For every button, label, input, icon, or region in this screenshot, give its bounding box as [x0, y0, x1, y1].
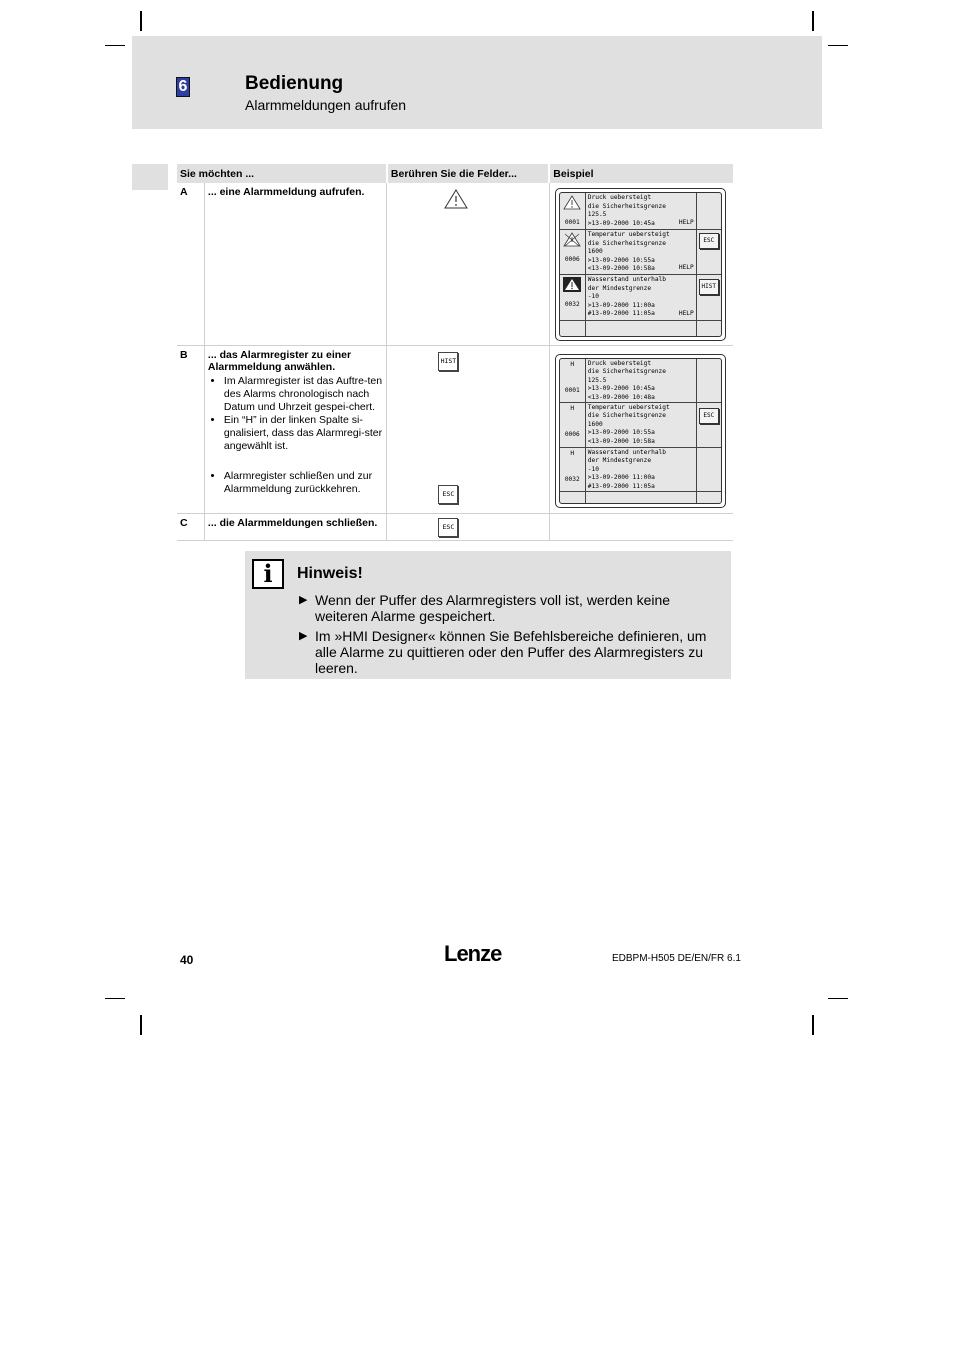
- alarm-right-column: [696, 230, 721, 274]
- alarm-left-column: [560, 359, 586, 402]
- alarm-text: [588, 360, 695, 403]
- header-cell-touch: Berühren Sie die Felder...: [387, 164, 549, 183]
- crop-mark: [812, 1015, 814, 1035]
- crop-mark: [828, 45, 848, 46]
- crop-mark: [105, 998, 125, 999]
- crop-mark: [140, 11, 142, 31]
- page-subtitle: Alarmmeldungen aufrufen: [245, 97, 407, 113]
- page-number: 40: [180, 953, 194, 967]
- bullet-list: [208, 375, 383, 496]
- warning-triangle-icon: [563, 195, 581, 210]
- alarm-row: [560, 448, 721, 492]
- row-letter: B: [177, 345, 204, 513]
- crop-mark: [140, 1015, 142, 1035]
- alarm-row: [560, 230, 721, 275]
- arrow-right-icon: ▶: [299, 630, 308, 642]
- chapter-number: 6: [176, 77, 190, 97]
- alarm-left-column: [560, 193, 586, 229]
- help-label: HELP: [678, 264, 694, 272]
- page-title: Bedienung: [245, 73, 344, 94]
- alarm-line: <13-09-2000 10:58a: [587, 437, 655, 445]
- esc-key[interactable]: ESC: [699, 233, 719, 249]
- alarm-line: die Sicherheitsgrenze: [587, 239, 666, 247]
- bullet-item: • Alarmregister schließen und zur Alarmmeldung zurückkehren.: [224, 470, 383, 496]
- crop-mark: [812, 11, 814, 31]
- alarm-line: >13-09-2000 10:45a: [587, 385, 655, 393]
- alarm-line: der Mindestgrenze: [587, 457, 652, 465]
- brand-logo: Lenze: [444, 941, 502, 966]
- bullet-item: • Im Alarmregister ist das Auftre-ten des Alarms chronologisch nach Datum und Uhrzeit gespei-chert.: [224, 375, 383, 414]
- alarm-code: 0006: [564, 256, 580, 263]
- alarm-text: [588, 449, 695, 492]
- touch-cell: [387, 513, 549, 540]
- arrow-right-icon: ▶: [299, 594, 308, 606]
- alarm-line: >13-09-2000 11:00a: [587, 301, 655, 309]
- document-reference: EDBPM-H505 DE/EN/FR 6.1: [612, 953, 741, 964]
- alarm-line: die Sicherheitsgrenze: [587, 202, 666, 210]
- alarm-line: 1600: [587, 420, 603, 428]
- help-label: HELP: [678, 219, 694, 227]
- hist-key[interactable]: HIST: [699, 279, 719, 295]
- alarm-right-column: [696, 193, 721, 229]
- note-item-text: Wenn der Puffer des Alarmregisters voll ist, werden keine weiteren Alarme gespeichert.: [315, 592, 671, 624]
- table-row-b: [177, 345, 733, 513]
- alarm-right-column: [696, 359, 721, 402]
- alarm-right-column: [696, 492, 721, 503]
- alarm-line: #13-09-2000 11:05a: [587, 310, 655, 318]
- instruction-table: [177, 164, 733, 541]
- row-description: [204, 513, 386, 540]
- alarm-screen-b: [555, 354, 726, 508]
- alarm-line: >13-09-2000 10:55a: [587, 256, 655, 264]
- example-cell: [549, 183, 733, 345]
- alarm-line: die Sicherheitsgrenze: [587, 368, 666, 376]
- alarm-row: [560, 193, 721, 230]
- header-cell-example: Beispiel: [549, 164, 733, 183]
- header-band: [132, 36, 822, 129]
- alarm-line: -10: [587, 293, 599, 301]
- esc-key[interactable]: ESC: [438, 518, 458, 537]
- side-tab: [132, 164, 168, 190]
- alarm-screen-a: [555, 188, 726, 341]
- alarm-line: >13-09-2000 10:55a: [587, 429, 655, 437]
- alarm-left-column: [560, 321, 586, 336]
- alarm-line: 125.5: [587, 211, 607, 219]
- alarm-left-column: [560, 275, 586, 320]
- alarm-right-column: [696, 275, 721, 320]
- note-title: Hinweis!: [297, 565, 363, 582]
- alarm-line: Druck uebersteigt: [587, 359, 652, 367]
- alarm-code: 0001: [564, 219, 580, 226]
- info-icon: i: [252, 559, 284, 589]
- row-description-text: ... eine Alarmmeldung aufrufen.: [207, 186, 365, 198]
- alarm-row: [560, 275, 721, 321]
- register-marker: H: [570, 404, 575, 412]
- bullet-item: • Ein “H” in der linken Spalte si-gnalisiert, dass das Alarmregi-ster angewählt ist.: [224, 414, 383, 453]
- alarm-screen-a-display: [559, 192, 722, 337]
- alarm-line: >13-09-2000 10:45a: [587, 219, 655, 227]
- note-item-text: Im »HMI Designer« können Sie Befehlsbereiche definieren, um alle Alarme zu quittieren oder den Puffer des Alarmregisters zu leeren.: [315, 628, 707, 676]
- row-description: [204, 183, 386, 345]
- esc-key[interactable]: ESC: [438, 485, 458, 504]
- acknowledged-warning-icon: [563, 232, 581, 247]
- alarm-left-column: [560, 448, 586, 491]
- alarm-line: Wasserstand unterhalb: [587, 276, 666, 283]
- crop-mark: [105, 45, 125, 46]
- touch-cell: [387, 183, 549, 345]
- warning-triangle-icon[interactable]: [444, 189, 468, 209]
- row-letter: A: [177, 183, 204, 345]
- active-warning-icon: [563, 277, 581, 292]
- crop-mark: [828, 998, 848, 999]
- alarm-line: der Mindestgrenze: [587, 284, 652, 292]
- alarm-line: <13-09-2000 10:58a: [587, 265, 655, 273]
- alarm-line: -10: [587, 465, 599, 473]
- example-cell: [549, 513, 733, 540]
- alarm-right-column: [696, 403, 721, 447]
- alarm-left-column: [560, 230, 586, 274]
- alarm-row: [560, 359, 721, 403]
- row-description-text: ... die Alarmmeldungen schließen.: [207, 516, 378, 529]
- touch-cell: [387, 345, 549, 513]
- row-description-text: ... das Alarmregister zu einer Alarmmeldung anwählen.: [207, 348, 352, 373]
- hist-key[interactable]: HIST: [438, 352, 458, 371]
- alarm-code: 0032: [564, 475, 580, 483]
- table-row-a: [177, 183, 733, 345]
- alarm-line: Wasserstand unterhalb: [587, 448, 666, 456]
- register-marker: H: [570, 360, 575, 368]
- alarm-text: [588, 404, 695, 447]
- alarm-line: Temperatur uebersteigt: [587, 231, 670, 238]
- alarm-row: [560, 403, 721, 448]
- alarm-line: Temperatur uebersteigt: [587, 403, 670, 411]
- note-box: [245, 551, 731, 679]
- alarm-right-column: [696, 448, 721, 491]
- alarm-screen-b-display: [559, 358, 722, 504]
- row-letter: C: [177, 513, 204, 540]
- alarm-line: >13-09-2000 11:00a: [587, 474, 655, 482]
- alarm-left-column: [560, 403, 586, 447]
- row-description: [204, 345, 386, 513]
- header-cell-want: Sie möchten ...: [177, 164, 387, 183]
- alarm-left-column: [560, 492, 586, 503]
- alarm-line: 1600: [587, 248, 603, 256]
- alarm-line: <13-09-2000 10:48a: [587, 393, 655, 401]
- alarm-right-column: [696, 321, 721, 336]
- register-marker: H: [570, 449, 575, 457]
- table-row-c: [177, 513, 733, 540]
- alarm-line: 125.5: [587, 376, 607, 384]
- alarm-line: #13-09-2000 11:05a: [587, 482, 655, 490]
- alarm-line: Druck uebersteigt: [587, 194, 652, 201]
- alarm-code: 0032: [564, 301, 580, 308]
- help-label: HELP: [678, 310, 694, 318]
- example-cell: [549, 345, 733, 513]
- esc-key[interactable]: ESC: [699, 408, 719, 424]
- alarm-code: 0001: [564, 386, 580, 394]
- alarm-line: die Sicherheitsgrenze: [587, 412, 666, 420]
- alarm-code: 0006: [564, 430, 580, 438]
